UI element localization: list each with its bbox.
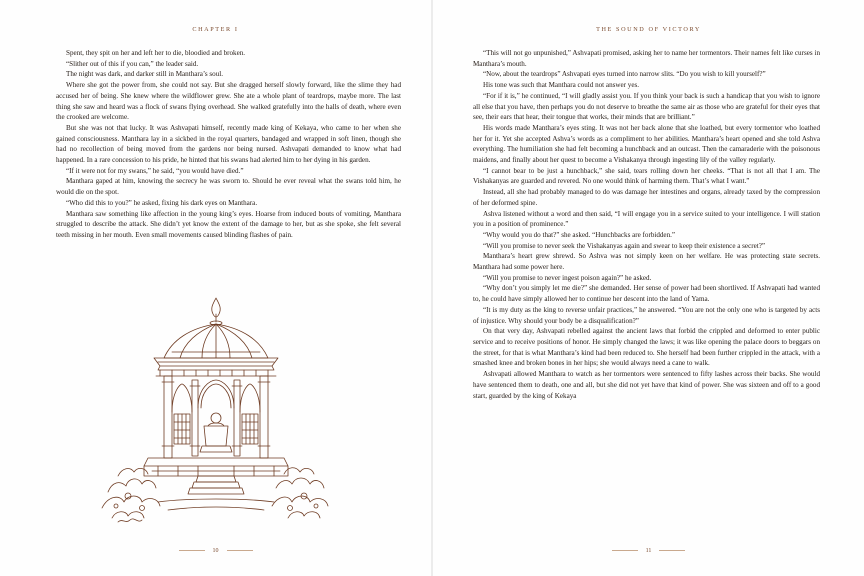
left-page: [0, 0, 431, 576]
paragraph: But she was not that lucky. It was Ashvapati himself, recently made king of Kekaya, who came to her when she gained consciousness. Manthara lay in a sickbed in the royal quarters, bandaged and wrapped in soft linen, though she had no recollection of being moved from the gardens nor being nursed. Ashvapati demanded to know what had happened. In a rare concession to his pride, he hinted that his swans had alerted him to her dying in his garden.: [56, 123, 401, 165]
paragraph: “If it were not for my swans,” he said, “you would have died.”: [66, 166, 244, 175]
paragraph: “Why don’t you simply let me die?” she demanded. Her sense of power had been shortlived. If Ashvapati had wanted to, he could have simply allowed her to continue her descent into the land of Yama.: [473, 284, 820, 304]
paragraph: Manthara gaped at him, knowing the secrecy he was sworn to. Should he ever reveal what the swans told him, he would die on the spot.: [56, 177, 401, 197]
paragraph: The night was dark, and darker still in Manthara’s soul.: [66, 70, 224, 79]
paragraph: “For if it is,” he continued, “I will gladly assist you. If you think your back is such a handicap that you wish to ignore all else that you have, then perhaps you do not deserve to breathe the same air as those who are grateful for their eyes that see, their ears that hear, their tongue that works, their minds that are brilliant.”: [473, 91, 820, 122]
running-head-left: CHAPTER I: [192, 26, 239, 33]
paragraph: “Will you promise to never ingest poison again?” he asked.: [483, 273, 652, 282]
folio-rule: [612, 550, 638, 551]
paragraph: Ashva listened without a word and then said, “I will engage you in a service suited to your intelligence. I will station you in a position of prominence.”: [473, 209, 820, 229]
pavilion-illustration-icon: [98, 296, 334, 530]
paragraph: “It is my duty as the king to reverse unfair practices,” he answered. “You are not the only one who is targeted by acts of injustice. Why should your body be a disqualification?”: [473, 305, 820, 325]
page-number: 11: [645, 548, 652, 554]
paragraph: “I cannot bear to be just a hunchback,” she said, tears rolling down her cheeks. “That is not all that I am. The Vishakanyas are guarded and revered. No one would think of harming them. That’s what I want.”: [473, 166, 820, 186]
paragraph: Instead, all she had probably managed to do was damage her intestines and organs, already taxed by the compression of her deformed spine.: [473, 188, 820, 207]
paragraph: His words made Manthara’s eyes sting. It was not her back alone that she loathed, but every tormentor who loathed her for it. Yet she accepted Ashva’s words as a compliment to her abilities. Manthara’s heart opened and she told Ashva everything. The humiliation she had felt becoming a hunchback and an outcast. Then the camaraderie with the poisonous maidens, and finally about her quest to become a Vishakanya through ingesting lily of the valley regularly.: [473, 123, 820, 165]
left-page-text: [56, 48, 401, 241]
paragraph: His tone was such that Manthara could not answer yes.: [483, 81, 640, 90]
right-page-text: [473, 48, 820, 401]
paragraph: Spent, they spit on her and left her to die, bloodied and broken.: [66, 49, 246, 57]
page-number: 10: [212, 548, 219, 554]
folio-rule: [179, 550, 205, 551]
paragraph: “Why would you do that?” she asked. “Hunchbacks are forbidden.”: [483, 230, 676, 239]
right-page: [433, 0, 864, 576]
paragraph: “Will you promise to never seek the Vishakanyas again and swear to keep their existence a secret?”: [483, 241, 766, 250]
folio-rule: [659, 550, 685, 551]
paragraph: “Slither out of this if you can,” the leader said.: [66, 59, 199, 68]
paragraph: “This will not go unpunished,” Ashvapati promised, asking her to name her tormentors. Their names felt like curses in Manthara’s mouth.: [473, 49, 820, 68]
folio-right: [433, 548, 864, 554]
paragraph: “Now, about the teardrops” Ashvapati eyes turned into narrow slits. “Do you wish to kill yourself?”: [483, 70, 766, 79]
paragraph: “Who did this to you?” he asked, fixing his dark eyes on Manthara.: [66, 198, 258, 207]
paragraph: Where she got the power from, she could not say. But she dragged herself slowly forward, like the slime they had accused her of being. She knew where the wildflower grew. She ate a whole plant of teardrops, maybe more. The last thing she saw and heard was a flock of swans flying overhead. She walked gratefully into the halls of death, where even the crooked are welcome.: [56, 81, 401, 122]
paragraph: Manthara’s heart grew shrewd. So Ashva was not simply keen on her welfare. He was protecting state secrets. Manthara had some power here.: [473, 252, 820, 272]
paragraph: On that very day, Ashvapati rebelled against the ancient laws that forbid the crippled and deformed to enter public service and to receive positions of honor. He simply changed the laws; it was like opening the palace doors to beggars on the street, for that is what Manthara’s kind had been reduced to. She herself had been further crippled in the attack, with a smashed knee and broken bones in her hips; she would always need a cane to walk.: [473, 327, 820, 368]
running-head-right: THE SOUND OF VICTORY: [596, 26, 701, 33]
folio-left: [0, 548, 431, 554]
paragraph: Ashvapati allowed Manthara to watch as her tormentors were sentenced to fifty lashes across their backs. She would have sentenced them to death, one and all, but she did not yet have that kind of power. She was sixteen and off to a good start, guarded by the king of Kekaya: [473, 370, 820, 400]
folio-rule: [227, 550, 253, 551]
paragraph: Manthara saw something like affection in the young king’s eyes. Hoarse from induced bouts of vomiting, Manthara struggled to describe the attack. She didn’t yet know the extent of the damage to her, but as she spoke, she felt several teeth missing in her mouth. Even small movements caused blinding flashes of pain.: [56, 209, 401, 239]
